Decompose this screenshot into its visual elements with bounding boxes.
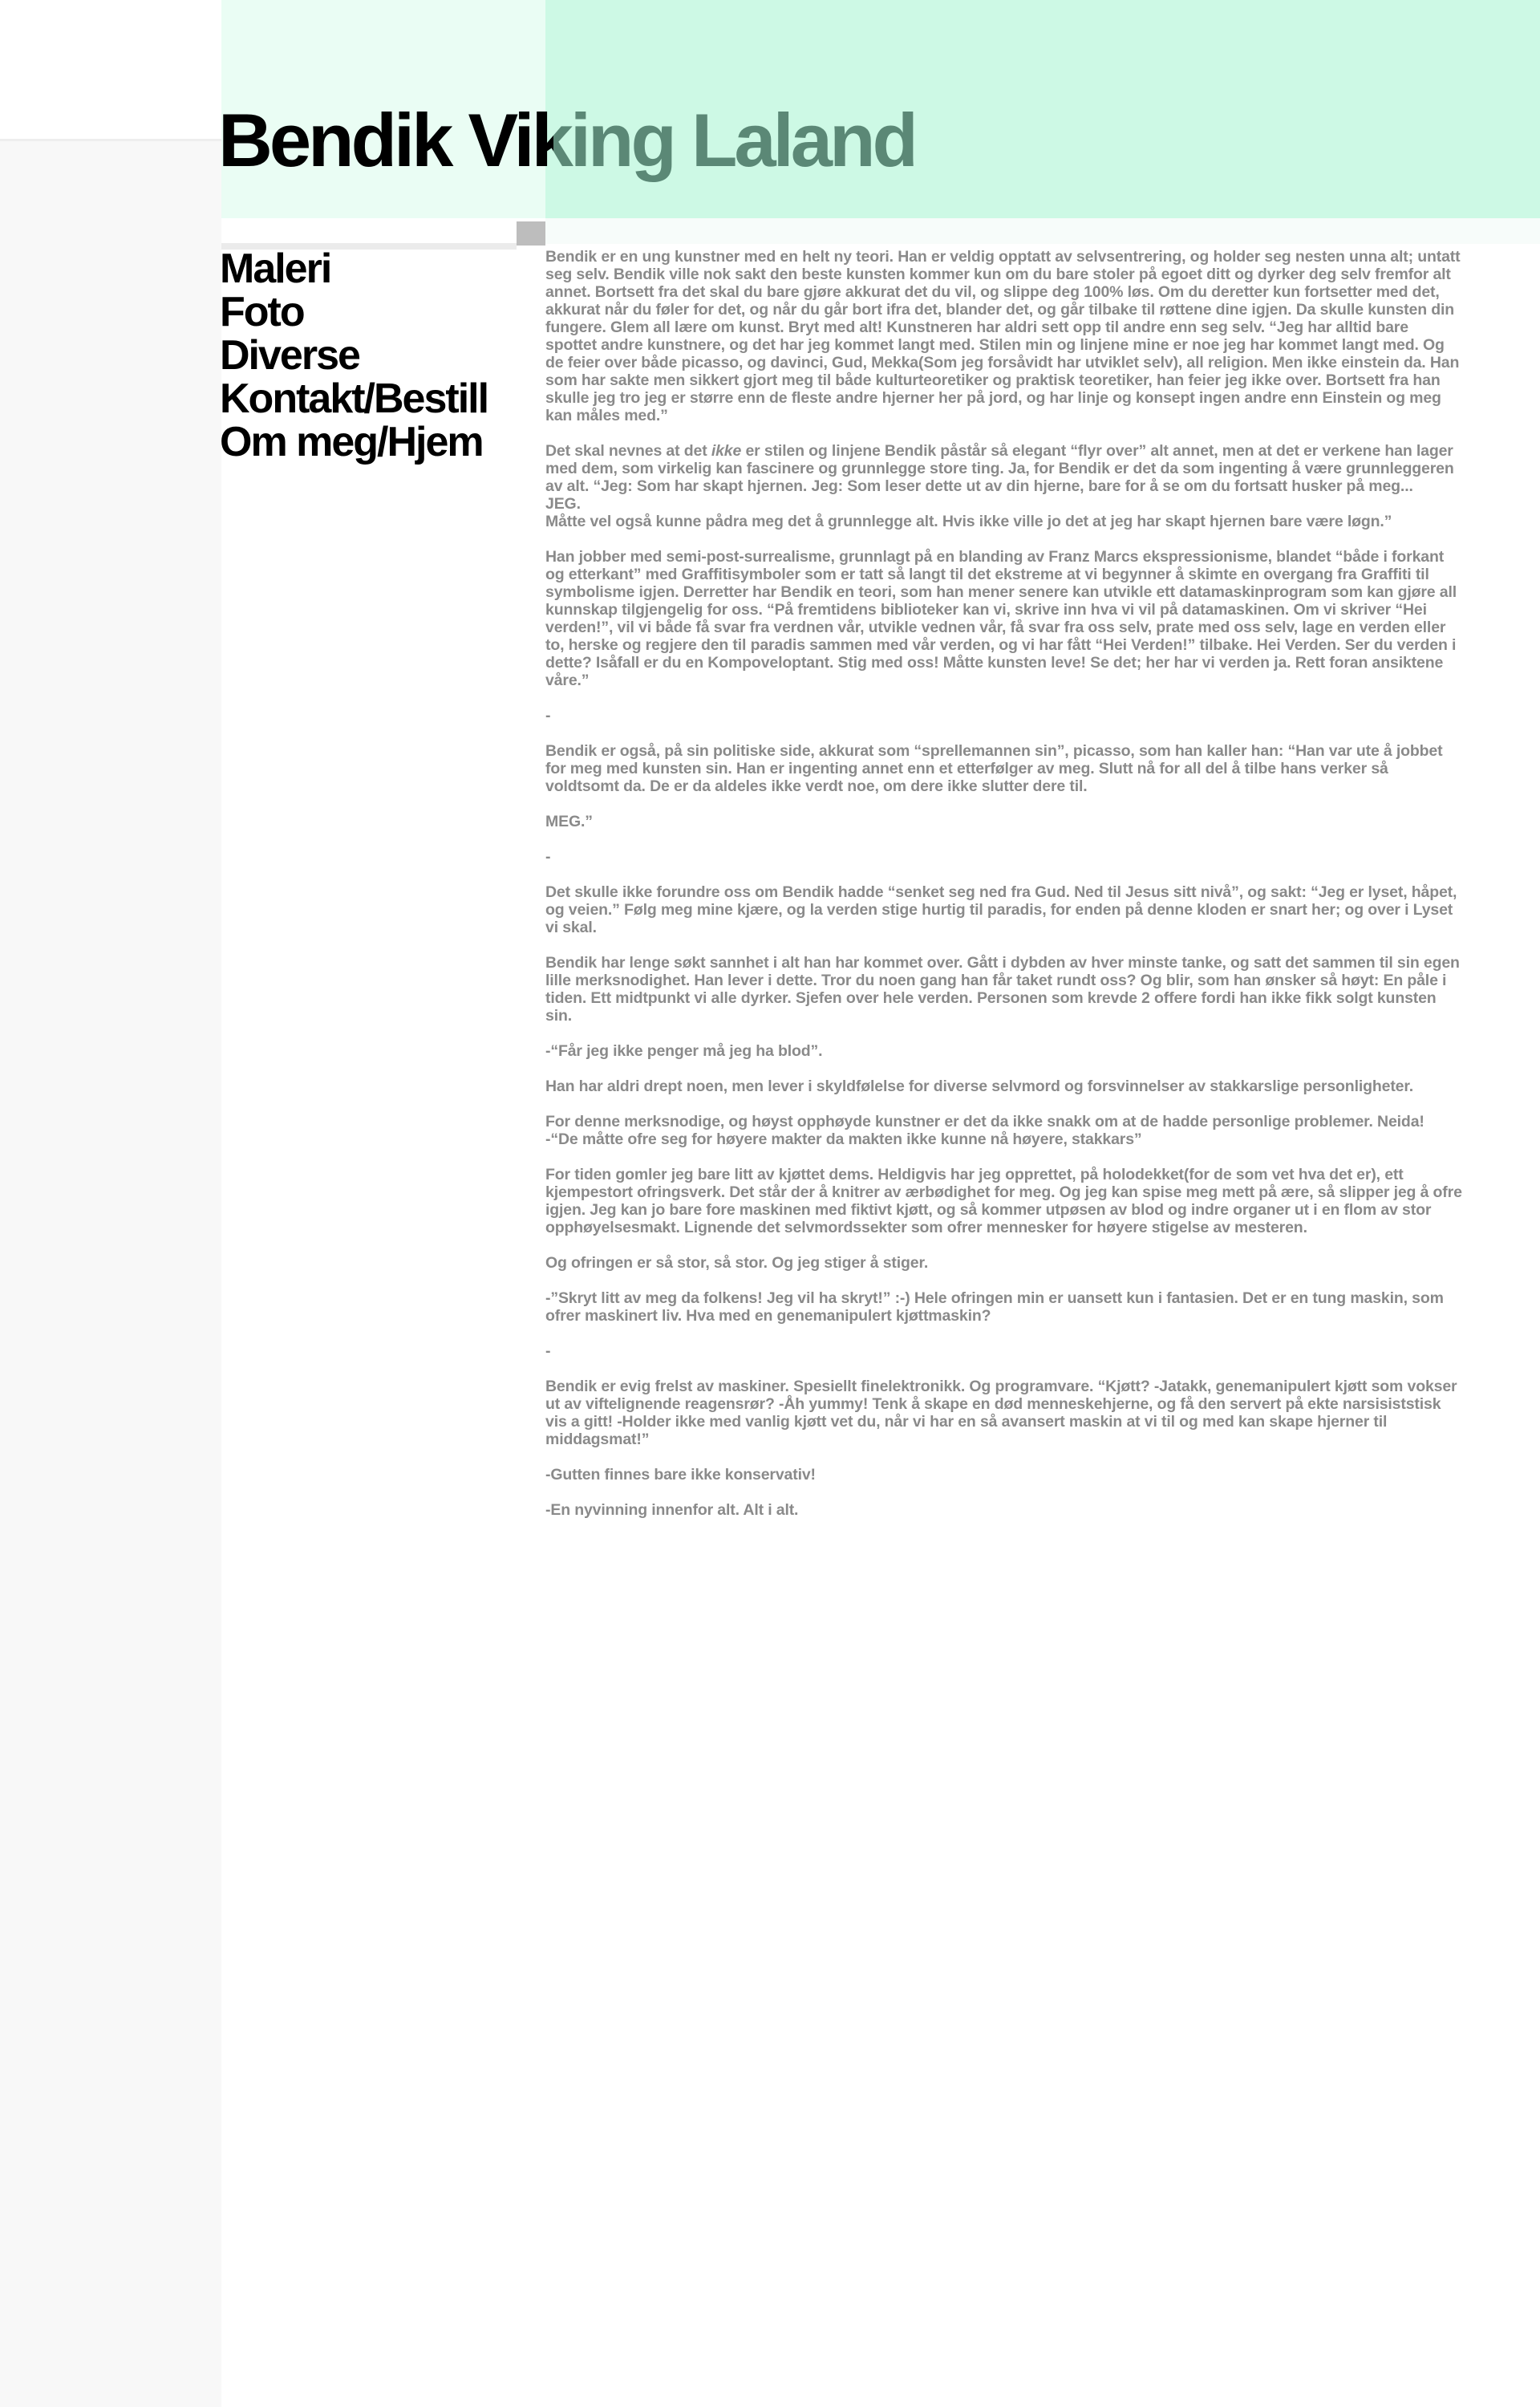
paragraph-style-jeg: JEG. (545, 495, 581, 513)
paragraph-makter-quote: -“De måtte ofre seg for høyere makter da makten ikke kunne nå høyere, stakkars” (545, 1130, 1142, 1148)
paragraph-neida (545, 1113, 1462, 1148)
grey-square-decoration (517, 221, 545, 246)
paragraph-maskiner: Bendik er evig frelst av maskiner. Spesiellt finelektronikk. Og programvare. “Kjøtt? -Jatakk, genemanipulert kjøtt som vokser ut av viftelignende reagensrør? -Åh yummy! Tenk å skape en død menneskehjerne, og få den servert på ekte narsisiststisk vis a gitt! -Holder ikke med vanlig kjøtt vet du, når vi har en så avansert maskin at vi til og med kan skape hjerner til middagsmat!” (545, 1378, 1457, 1448)
paragraph-style-end: Måtte vel også kunne pådra meg det å grunnlegge alt. Hvis ikke ville jo det at jeg har skapt hjernen bare være løgn.” (545, 513, 1392, 530)
left-background-strip (0, 0, 221, 2407)
nav-link-om-meg-hjem[interactable]: Om meg/Hjem (220, 419, 483, 465)
main-content (545, 248, 1462, 1519)
paragraph-skyldfolelse: Han har aldri drept noen, men lever i skyldfølelse for diverse selvmord og forsvinnelser av stakkarslige personligheter. (545, 1078, 1413, 1095)
header-fade-band (545, 218, 1540, 244)
paragraph-konservativ: -Gutten finnes bare ikke konservativ! (545, 1466, 816, 1484)
separator-dash: - (545, 1342, 551, 1360)
paragraph-intro: Bendik er en ung kunstner med en helt ny teori. Han er veldig opptatt av selvsentrering, og holder seg nesten unna alt; untatt seg selv. Bendik ville nok sakt den beste kunsten kommer kun om du bare stoler på egoet ditt og dyrker deg selv fremfor alt annet. Bortsett fra det skal du bare gjøre akkurat det du vil, og slippe deg 100% løs. Om du deretter kun fortsetter med det, akkurat når du føler for det, og når du går bort ifra det, blander det, og går tilbake til røttene dine igjen. Da skulle kunsten din fungere. Glem all lære om kunst. Bryt med alt! Kunstneren har aldri sett opp til andre enn seg selv. “Jeg har alltid bare spottet andre kunstnere, og det har jeg kommet langt med. Stilen min og linjene mine er noe jeg har kommet langt med. Og de feier over både picasso, og davinci, Gud, Mekka(Som jeg forsåvidt har utviklet selv), all religion. Men ikke einstein da. Han som har sakte men sikkert gjort meg til både kulturteoretiker og praktisk teoretiker, han feier jeg ikke over. Bortsett fra han skulle jeg tro jeg er større enn de fleste andre hjerner her på jord, og har linje og konsept ingen andre enn Einstein og meg kan måles med.” (545, 248, 1461, 424)
emphasis-ikke: ikke (711, 442, 742, 460)
paragraph-neida-line: For denne merksnodige, og høyst opphøyde kunstner er det da ikke snakk om at de hadde personlige problemer. Neida! (545, 1113, 1424, 1130)
paragraph-meg: MEG.” (545, 813, 593, 830)
paragraph-sannhet: Bendik har lenge søkt sannhet i alt han har kommet over. Gått i dybden av hver minste tanke, og satt det sammen til sin egen lille merksnodighet. Han lever i dette. Tror du noen gang han får taket rundt oss? Og blir, som han ønsker så høyt: En påle i tiden. Ett midtpunkt vi alle dyrker. Sjefen over hele verden. Personen som krevde 2 offere fordi han ikke fikk solgt kunsten sin. (545, 954, 1460, 1025)
site-title: Bendik Viking Laland (218, 98, 915, 182)
paragraph-gud: Det skulle ikke forundre oss om Bendik hadde “senket seg ned fra Gud. Ned til Jesus sitt nivå”, og sakt: “Jeg er lyset, håpet, og veien.” Følg meg mine kjære, og la verden stige hurtig til paradis, for enden på denne kloden er snart her; og over i Lyset vi skal. (545, 883, 1457, 936)
paragraph-ofringsverk: For tiden gomler jeg bare litt av kjøttet dems. Heldigvis har jeg opprettet, på holodekket(for de som vet hva det er), ett kjempestort ofringsverk. Det står der å knitrer av ærbødighet for meg. Og jeg kan spise meg mett på ære, så slipper jeg å ofre igjen. Jeg kan jo bare fore maskinen med fiktivt kjøtt, og så kommer utpøsen av blod og indre organer ut i en flom av stor opphøyelsesmakt. Lignende det selvmordssekter som ofrer mennesker for høyere stigelse av mesteren. (545, 1166, 1462, 1236)
main-nav (220, 247, 517, 464)
paragraph-style-start: Det skal nevnes at det (545, 442, 711, 460)
paragraph-nyvinning: -En nyvinning innenfor alt. Alt i alt. (545, 1501, 799, 1519)
paragraph-skryt: -”Skryt litt av meg da folkens! Jeg vil ha skryt!” :-) Hele ofringen min er uansett kun i fantasien. Det er en tung maskin, som ofrer maskinert liv. Hva med en genemanipulert kjøttmaskin? (545, 1289, 1444, 1325)
paragraph-surrealism: Han jobber med semi-post-surrealisme, grunnlagt på en blanding av Franz Marcs ekspressionisme, blandet “både i forkant og etterkant” med Graffitisymboler som er tatt så langt til det ekstreme at vi begynner å skimte en overgang fra Graffiti til symbolisme igjen. Derretter har Bendik en teori, som han mener senere kan utvikle ett datamaskinprogram som kan gjøre all kunnskap tilgjengelig for oss. “På fremtidens biblioteker kan vi, skrive inn hva vi vil på datamaskinen. Om vi skriver “Hei verden!”, vil vi både få svar fra verdnen vår, utvikle vednen vår, få svar fra oss selv, prate med oss selv, lage en verden eller to, herske og regjere den til paradis sammen med vår verden, og vi har fått “Hei Verden!” tilbake. Hei Verden. Ser du verden i dette? Isåfall er du en Kompoveloptant. Stig med oss! Måtte kunsten leve! Se det; her har vi verden ja. Rett foran ansiktene våre.” (545, 548, 1457, 689)
nav-link-maleri[interactable]: Maleri (220, 246, 331, 292)
separator-dash: - (545, 848, 551, 866)
paragraph-style (545, 442, 1462, 530)
nav-link-foto[interactable]: Foto (220, 289, 304, 335)
separator-dash: - (545, 707, 551, 725)
nav-link-diverse[interactable]: Diverse (220, 332, 359, 379)
nav-link-kontakt-bestill[interactable]: Kontakt/Bestill (220, 375, 488, 422)
paragraph-politics: Bendik er også, på sin politiske side, akkurat som “sprellemannen sin”, picasso, som han kaller han: “Han var ute å jobbet for meg med kunsten sin. Han er ingenting annet enn et etterfølger av meg. Slutt nå for all del å tilbe hans verker så voldtsomt da. De er da aldeles ikke verdt noe, om dere ikke slutter dere til. (545, 742, 1443, 795)
paragraph-blod-quote: -“Får jeg ikke penger må jeg ha blod”. (545, 1042, 823, 1060)
paragraph-stiger: Og ofringen er så stor, så stor. Og jeg stiger å stiger. (545, 1254, 929, 1272)
paragraph-style-rest: er stilen og linjene Bendik påstår så elegant “flyr over” alt annet, men at det er verkene han lager med dem, som virkelig kan fascinere og grunnlegge store ting. Ja, for Bendik er det da som ingenting å være grunnleggeren av alt. “Jeg: Som har skapt hjernen. Jeg: Som leser dette ut av din hjerne, bare for å se om du fortsatt husker på meg... (545, 442, 1454, 495)
top-left-panel (0, 0, 221, 141)
